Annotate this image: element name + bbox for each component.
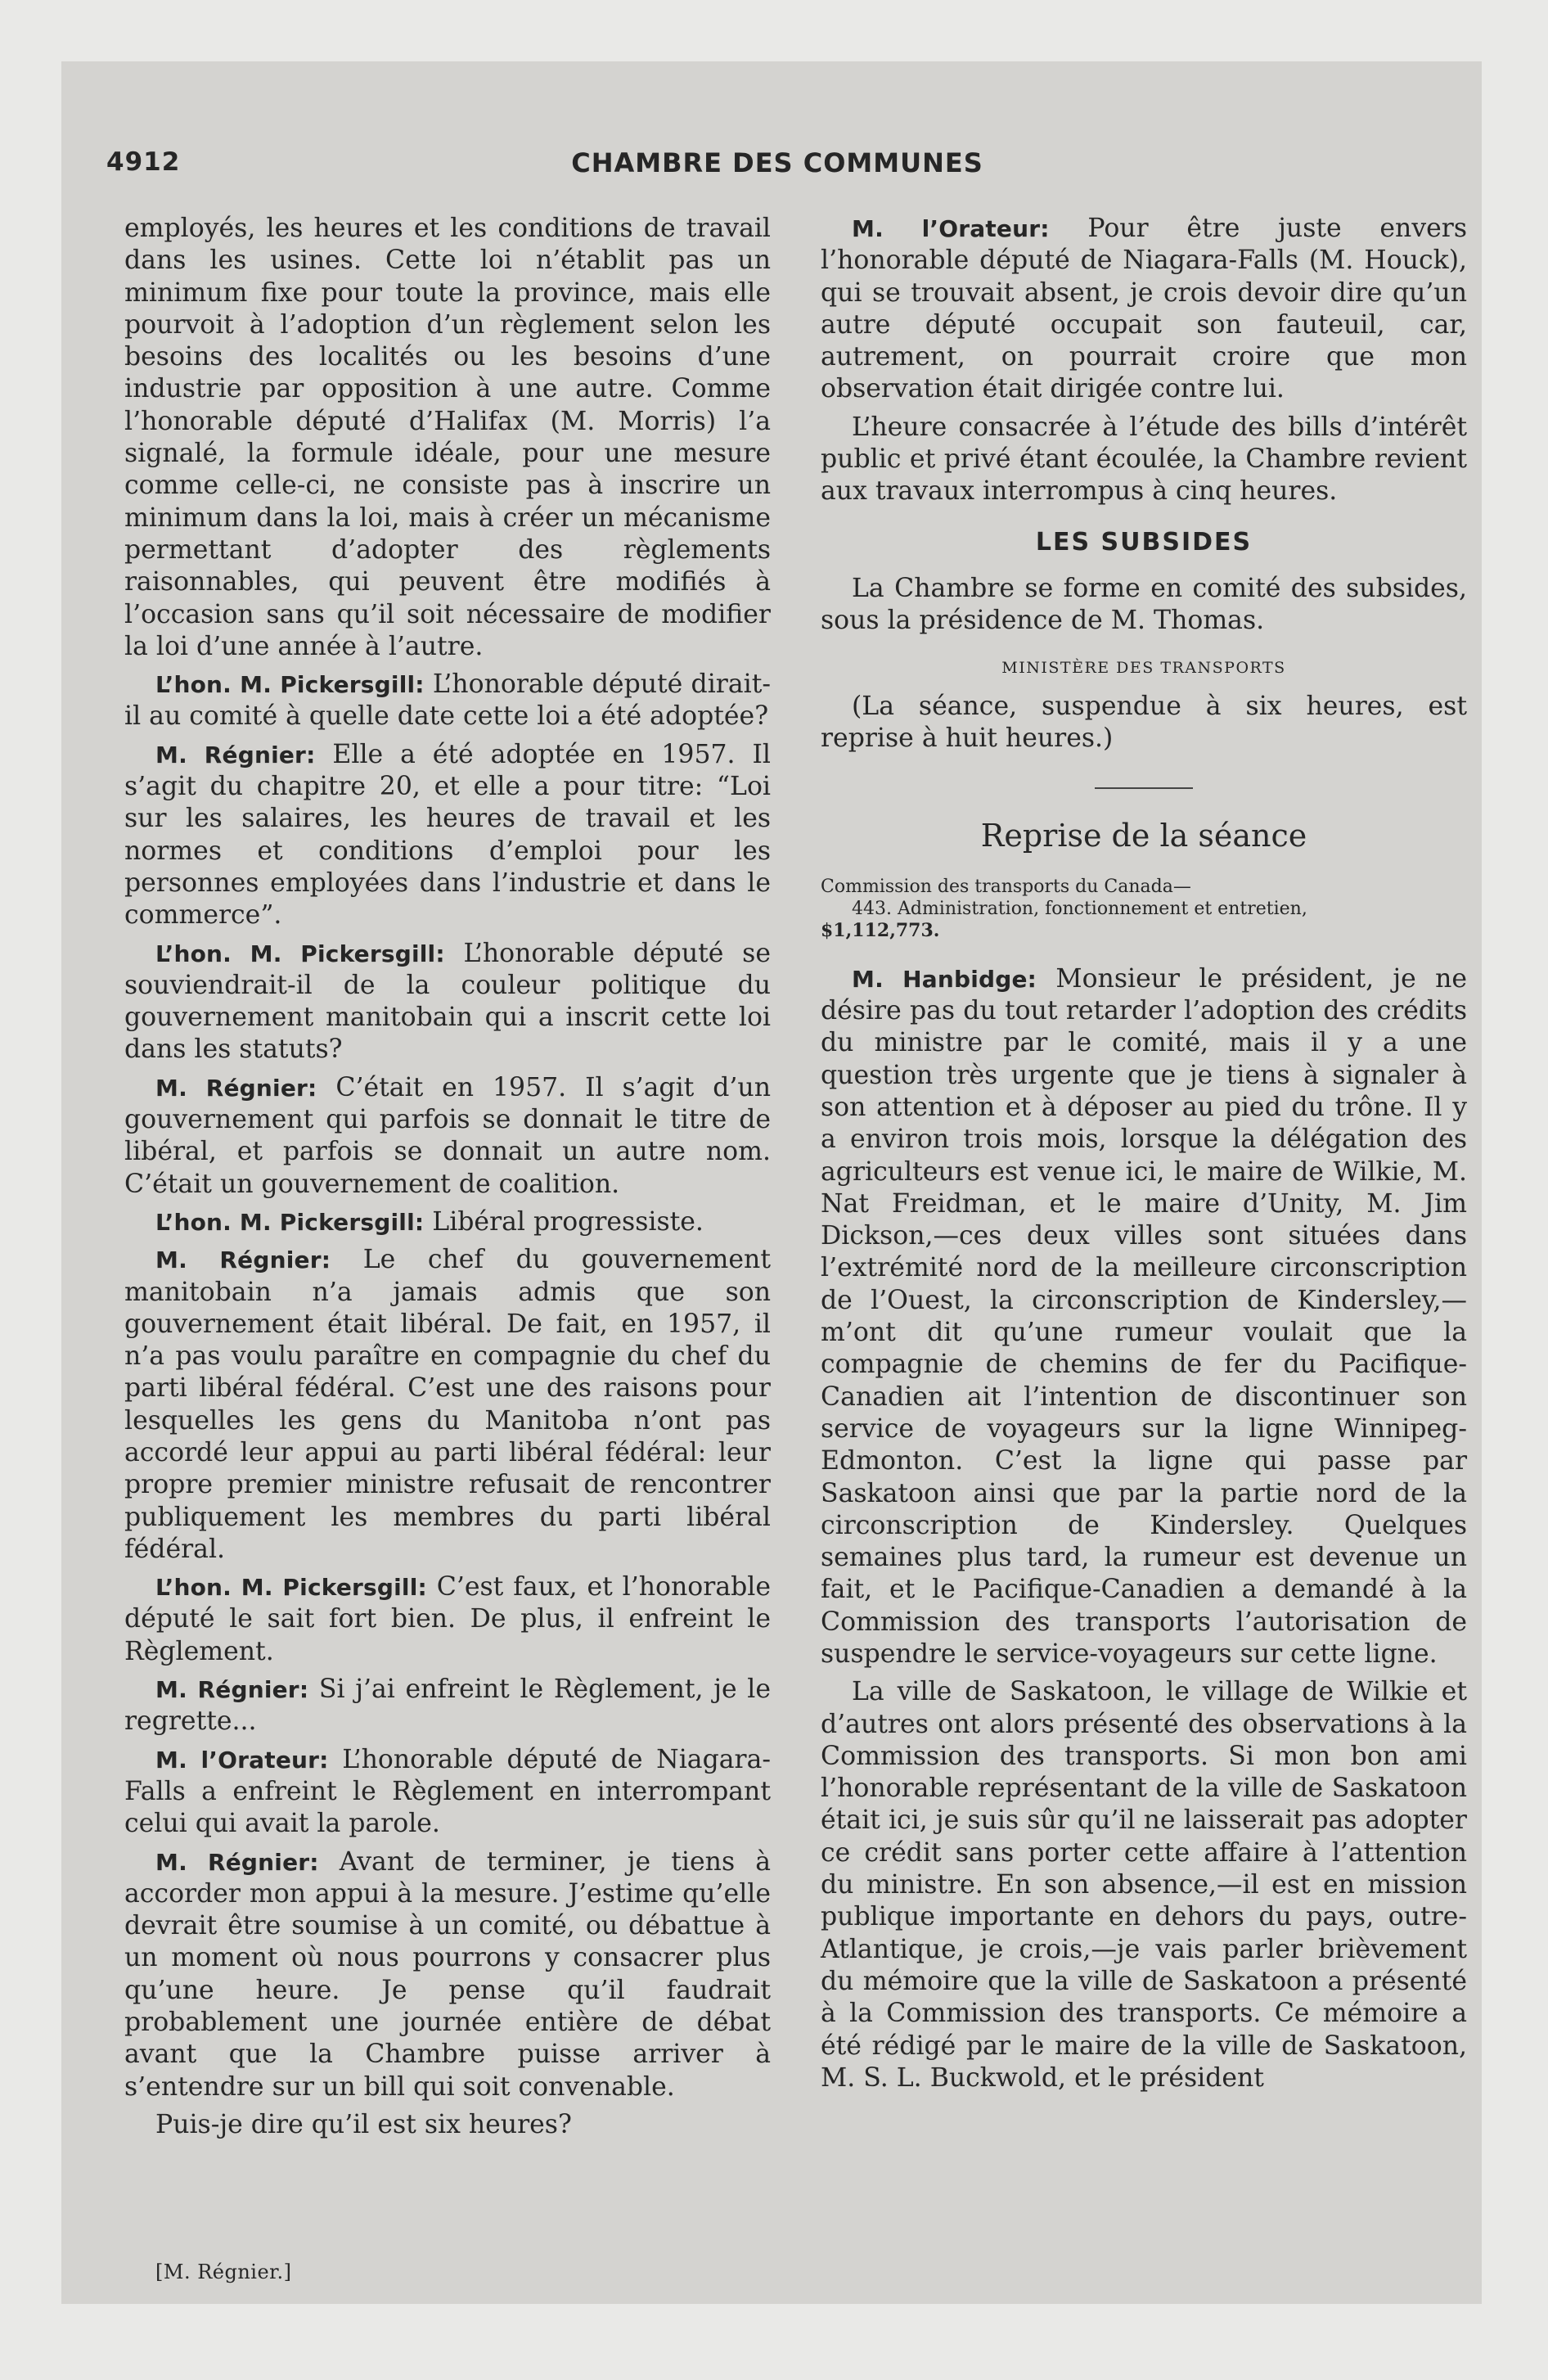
speech: [124, 1846, 771, 2103]
speech: [821, 963, 1467, 1671]
paragraph: La ville de Saskatoon, le village de Wilkie et d’autres ont alors présenté des observations à la Commission des transports. Si mon bon ami l’honorable représentant de la ville de Saskatoon était ici, je suis sûr qu’il ne laisserait pas adopter ce crédit sans porter cette affaire à l’attention du ministre. En son absence,—il est en mission publique importante en dehors du pays, outre-Atlantique, je crois,—je vais parler brièvement du mémoire que la ville de Saskatoon a présenté à la Commission des transports. Ce mémoire a été rédigé par le maire de la ville de Saskatoon, M. S. L. Buckwold, et le président: [821, 1677, 1467, 2093]
footer-signature: [M. Régnier.]: [155, 2261, 292, 2283]
estimate-item: [821, 876, 1467, 942]
speech: [124, 669, 771, 733]
speaker-name: M. Régnier:: [155, 741, 316, 769]
paragraph: [124, 2109, 771, 2141]
paragraph: (La séance, suspendue à six heures, est reprise à huit heures.): [821, 691, 1467, 754]
speech-text: Le chef du gouvernement manitobain n’a jamais admis que son gouvernement était libéral. De fait, en 1957, il n’a pas voulu paraître en compagnie du chef du parti libéral fédéral. C’est une des raisons pour lesquelles les gens du Manitoba n’ont pas accordé leur appui au parti libéral fédéral: leur propre premier ministre refusait de rencontrer publiquement les membres du parti libéral fédéral.: [124, 1245, 771, 1564]
speech-text: Pour être juste envers l’honorable député de Niagara-Falls (M. Houck), qui se trouvait absent, je crois devoir dire qu’un autre député occupait son fauteuil, car, autrement, on pourrait croire que mon observation était dirigée contre lui.: [821, 214, 1468, 404]
speaker-name: L’hon. M. Pickersgill:: [155, 940, 445, 967]
left-column: [124, 213, 771, 2147]
speech: [124, 1072, 771, 1201]
speech-text: Libéral progressiste.: [424, 1206, 704, 1237]
reprise-title: Reprise de la séance: [980, 818, 1307, 854]
item-amount: $1,112,773.: [821, 919, 940, 941]
speech: [124, 1571, 771, 1668]
speaker-name: M. l’Orateur:: [155, 1746, 329, 1774]
speech-text: L’honorable député dirait-il au comité à quelle date cette loi a été adoptée?: [124, 669, 772, 732]
right-column: [821, 213, 1467, 2100]
speech: [124, 1674, 771, 1738]
speech-text: L’honorable député se souviendrait-il de la couleur politique du gouvernement manitobain qui a inscrit cette loi dans les statuts?: [124, 938, 771, 1065]
speaker-name: L’hon. M. Pickersgill:: [155, 1208, 425, 1236]
speaker-name: M. l’Orateur:: [852, 215, 1050, 242]
speech-text: L’honorable député de Niagara-Falls a enfreint le Règlement en interrompant celui qui avait la parole.: [124, 1744, 772, 1839]
running-head: CHAMBRE DES COMMUNES: [571, 147, 983, 178]
speech-text: Monsieur le président, je ne désire pas du tout retarder l’adoption des crédits du ministre par le comité, mais il y a une question très urgente que je tiens à signaler à son attention et à déposer au pied du trône. Il y a environ trois mois, lorsque la délégation des agriculteurs est venue ici, le maire de Wilkie, M. Nat Freidman, et le maire d’Unity, M. Jim Dickson,—ces deux villes sont situées dans l’extrémité nord de la meilleure circonscription de l’Ouest, la circonscription de Kindersley,—m’ont dit qu’une rumeur voulait que la compagnie de chemins de fer du Pacifique-Canadien ait l’intention de discontinuer son service de voyageurs sur la ligne Winnipeg-Edmonton. C’est la ligne qui passe par Saskatoon ainsi que par la partie nord de la circonscription de Kindersley. Quelques semaines plus tard, la rumeur est devenue un fait, et le Pacifique-Canadien a demandé à la Commission des transports l’autorisation de suspendre le service-voyageurs sur cette ligne.: [821, 963, 1468, 1669]
paragraph: La Chambre se forme en comité des subsides, sous la présidence de M. Thomas.: [821, 573, 1467, 636]
paragraph-text: Puis-je dire qu’il est six heures?: [155, 2109, 572, 2139]
item-description: 443. Administration, fonctionnement et entretien,: [852, 898, 1307, 919]
page-header: [106, 147, 1448, 188]
item-heading: Commission des transports du Canada—: [821, 876, 1191, 897]
speaker-name: L’hon. M. Pickersgill:: [155, 671, 425, 699]
speech-text: Si j’ai enfreint le Règlement, je le regrette...: [124, 1675, 771, 1737]
speech: [124, 1744, 771, 1841]
paragraph: [124, 213, 771, 663]
paragraph: L’heure consacrée à l’étude des bills d’intérêt public et privé étant écoulée, la Chambre revient aux travaux interrompus à cinq heures.: [821, 412, 1467, 507]
speech: [124, 1206, 771, 1238]
speech-text: C’était en 1957. Il s’agit d’un gouvernement qui parfois se donnait le titre de libéral, et parfois se donnait un autre nom. C’était un gouvernement de coalition.: [124, 1072, 771, 1199]
speech: [821, 213, 1467, 406]
speaker-name: M. Régnier:: [155, 1848, 319, 1876]
speech: [124, 938, 771, 1066]
speech: [124, 739, 771, 932]
speaker-name: M. Régnier:: [155, 1246, 331, 1274]
section-divider: [1095, 787, 1193, 789]
speech-text: Avant de terminer, je tiens à accorder mon appui à la mesure. J’estime qu’elle devrait être soumise à un comité, ou débattue à un moment où nous pourrons y consacrer plus qu’une heure. Je pense qu’il faudrait probablement une journée entière de débat avant que la Chambre puisse arriver à s’entendre sur un bill qui soit convenable.: [124, 1846, 771, 2102]
speech-text: Elle a été adoptée en 1957. Il s’agit du chapitre 20, et elle a pour titre: “Loi sur les salaires, les heures de travail et les normes et conditions d’emploi pour les personnes employées dans l’industrie et dans le commerce”.: [124, 739, 771, 931]
speech-text: C’est faux, et l’honorable député le sait fort bien. De plus, il enfreint le Règlement.: [124, 1572, 771, 1666]
speaker-name: M. Régnier:: [155, 1074, 317, 1102]
page-number: 4912: [106, 147, 181, 177]
subheading: MINISTÈRE DES TRANSPORTS: [1001, 658, 1286, 677]
speaker-name: L’hon. M. Pickersgill:: [155, 1574, 427, 1602]
speech: [124, 1244, 771, 1566]
paragraph-text: employés, les heures et les conditions de travail dans les usines. Cette loi n’établit pas un minimum fixe pour toute la province, mais elle pourvoit à l’adoption d’un règlement selon les besoins des localités ou les besoins d’une industrie par opposition à une autre. Comme l’honorable député d’Halifax (M. Morris) l’a signalé, la formule idéale, pour une mesure comme celle-ci, ne consiste pas à inscrire un minimum dans la loi, mais à créer un mécanisme permettant d’adopter des règlements raisonnables, qui peuvent être modifiés à l’occasion sans qu’il soit nécessaire de modifier la loi d’une année à l’autre.: [124, 214, 771, 661]
speaker-name: M. Hanbidge:: [852, 965, 1037, 993]
section-title: LES SUBSIDES: [1035, 527, 1253, 557]
speaker-name: M. Régnier:: [155, 1676, 309, 1704]
